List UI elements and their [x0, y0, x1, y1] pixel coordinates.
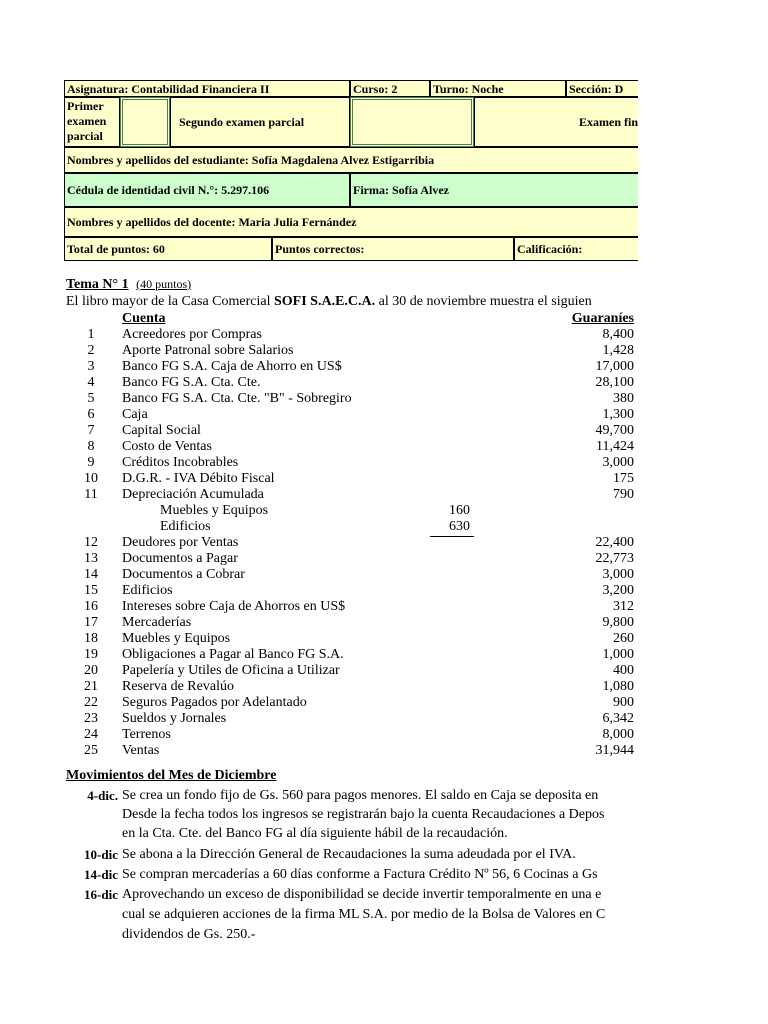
account-row: 19 Obligaciones a Pagar al Banco FG S.A. 1,000	[84, 647, 634, 662]
depreciation-detail-name: Muebles y Equipos	[160, 503, 269, 518]
curso-cell: Curso: 2	[350, 80, 430, 97]
depreciation-detail-amount: 160	[449, 503, 470, 518]
account-row: 15 Edificios 3,200	[84, 583, 634, 598]
account-row: 6 Caja 1,300	[87, 407, 634, 422]
account-row: 12 Deudores por Ventas 22,400	[84, 535, 634, 550]
intro-pre: El libro mayor de la Casa Comercial	[66, 294, 274, 309]
account-row: 17 Mercaderías 9,800	[84, 615, 634, 630]
segundo-examen-label: Segundo examen parcial	[179, 115, 305, 129]
calificacion-cell: Calificación:	[514, 237, 638, 261]
tema-points: (40 puntos)	[136, 277, 192, 291]
account-row: 11 Depreciación Acumulada 790	[84, 487, 634, 502]
account-row: 20 Papelería y Utiles de Oficina a Utilizar 400	[84, 663, 634, 678]
primer-examen-score-cell	[120, 97, 170, 147]
primer-examen-line-3: parcial	[67, 129, 103, 143]
puntos-correctos-cell: Puntos correctos:	[272, 237, 514, 261]
movement-line: Se abona a la Dirección General de Recaudaciones la suma adeudada por el IVA.	[122, 847, 576, 862]
account-row: 25 Ventas 31,944	[84, 743, 634, 758]
seccion-cell: Sección: D	[566, 80, 638, 97]
tema-intro	[66, 294, 592, 310]
intro-company: SOFI S.A.E.C.A.	[274, 294, 376, 309]
movements-title: Movimientos del Mes de Diciembre	[66, 768, 277, 783]
account-row: 24 Terrenos 8,000	[84, 727, 634, 742]
account-row: 23 Sueldos y Jornales 6,342	[84, 711, 634, 726]
primer-examen-cell	[64, 97, 120, 147]
intro-post: al 30 de noviembre muestra el siguien	[375, 294, 592, 309]
account-row: 1 Acreedores por Compras 8,400	[87, 327, 634, 342]
movement-date: 16-dic	[84, 887, 118, 902]
segundo-examen-cell	[170, 97, 350, 147]
account-row: 16 Intereses sobre Caja de Ahorros en US$ 312	[84, 599, 634, 614]
movement-date: 14-dic	[84, 867, 118, 882]
col-guaranies-header: Guaraníes	[571, 311, 634, 326]
col-cuenta-header: Cuenta	[122, 311, 166, 326]
examen-final-cell	[474, 97, 638, 147]
tema-heading	[66, 276, 191, 293]
movement-line: dividendos de Gs. 250.-	[122, 927, 256, 942]
movement-date: 4-dic.	[87, 788, 118, 803]
depreciation-detail-name: Edificios	[160, 519, 211, 534]
primer-examen-line-2: examen	[67, 114, 107, 128]
account-row: 21 Reserva de Revalúo 1,080	[84, 679, 634, 694]
estudiante-cell: Nombres y apellidos del estudiante: Sofía Magdalena Alvez Estigarribia	[64, 147, 638, 173]
account-row: 7 Capital Social 49,700	[87, 423, 634, 438]
movement-line: Se crea un fondo fijo de Gs. 560 para pagos menores. El saldo en Caja se deposita en	[122, 788, 599, 803]
account-row: 9 Créditos Incobrables 3,000	[87, 455, 634, 470]
account-row: 14 Documentos a Cobrar 3,000	[84, 567, 634, 582]
movement-line: cual se adquieren acciones de la firma ML S.A. por medio de la Bolsa de Valores en C	[122, 907, 606, 922]
examen-final-label: Examen fin	[579, 115, 638, 129]
account-row: 5 Banco FG S.A. Cta. Cte. "B" - Sobregiro 380	[87, 391, 634, 406]
docente-cell: Nombres y apellidos del docente: Maria Julia Fernández	[64, 207, 638, 237]
depreciation-detail-amount: 630	[449, 519, 470, 534]
asignatura-cell: Asignatura: Contabilidad Financiera II	[64, 80, 350, 97]
total-puntos-cell: Total de puntos: 60	[64, 237, 272, 261]
account-row: 22 Seguros Pagados por Adelantado 900	[84, 695, 634, 710]
firma-cell: Firma: Sofía Alvez	[350, 173, 638, 207]
account-row: 18 Muebles y Equipos 260	[84, 631, 634, 646]
account-row: 3 Banco FG S.A. Caja de Ahorro en US$ 17,000	[87, 359, 634, 374]
movement-line: Se compran mercaderías a 60 días conforme a Factura Crédito Nº 56, 6 Cocinas a Gs	[122, 867, 598, 882]
cedula-cell: Cédula de identidad civil N.°: 5.297.106	[64, 173, 350, 207]
account-row: 10 D.G.R. - IVA Débito Fiscal 175	[84, 471, 634, 486]
account-row: 2 Aporte Patronal sobre Salarios 1,428	[87, 343, 634, 358]
primer-examen-line-1: Primer	[67, 99, 104, 113]
segundo-examen-score-cell	[350, 97, 474, 147]
movement-line: en la Cta. Cte. del Banco FG al día siguiente hábil de la recaudación.	[122, 826, 508, 841]
movement-date: 10-dic	[84, 847, 118, 862]
account-row: 8 Costo de Ventas 11,424	[87, 439, 634, 454]
movement-line: Aprovechando un exceso de disponibilidad se decide invertir temporalmente en una e	[122, 887, 602, 902]
tema-title: Tema N° 1	[66, 277, 129, 292]
movement-line: Desde la fecha todos los ingresos se registrarán bajo la cuenta Recaudaciones a Depos	[122, 807, 605, 822]
account-row: 13 Documentos a Pagar 22,773	[84, 551, 634, 566]
turno-cell: Turno: Noche	[430, 80, 566, 97]
account-row: 4 Banco FG S.A. Cta. Cte. 28,100	[87, 375, 634, 390]
